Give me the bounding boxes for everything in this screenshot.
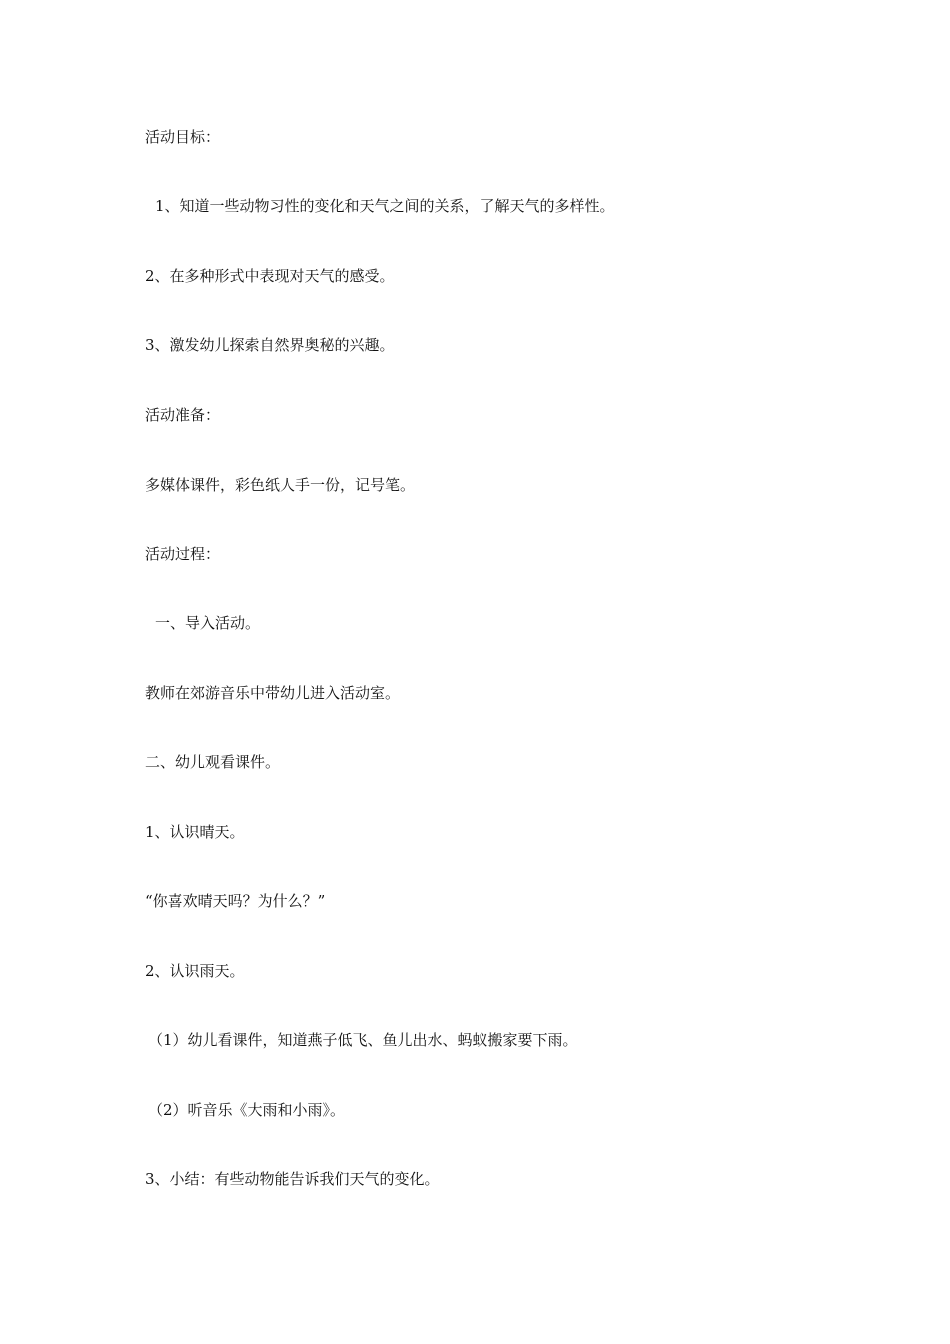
process-rainy-item-1: （1）幼儿看课件，知道燕子低飞、鱼儿出水、蚂蚁搬家要下雨。: [148, 1031, 578, 1049]
process-substep-rainy: 2、认识雨天。: [145, 962, 245, 980]
process-step-1-heading: 一、导入活动。: [155, 614, 261, 632]
goal-item-1: 1、知道一些动物习性的变化和天气之间的关系，了解天气的多样性。: [155, 197, 615, 215]
process-summary: 3、小结：有些动物能告诉我们天气的变化。: [145, 1170, 440, 1188]
heading-activity-goals: 活动目标：: [145, 128, 221, 146]
goal-item-3: 3、激发幼儿探索自然界奥秘的兴趣。: [145, 336, 395, 354]
preparation-text: 多媒体课件，彩色纸人手一份，记号笔。: [145, 476, 416, 494]
process-substep-sunny: 1、认识晴天。: [145, 823, 245, 841]
process-rainy-item-2: （2）听音乐《大雨和小雨》。: [148, 1101, 346, 1119]
process-step-2-heading: 二、幼儿观看课件。: [145, 753, 281, 771]
process-step-1-text: 教师在郊游音乐中带幼儿进入活动室。: [145, 684, 401, 702]
process-question-sunny: “你喜欢晴天吗？为什么？”: [145, 892, 326, 910]
heading-activity-preparation: 活动准备：: [145, 406, 221, 424]
heading-activity-process: 活动过程：: [145, 545, 221, 563]
goal-item-2: 2、在多种形式中表现对天气的感受。: [145, 267, 395, 285]
